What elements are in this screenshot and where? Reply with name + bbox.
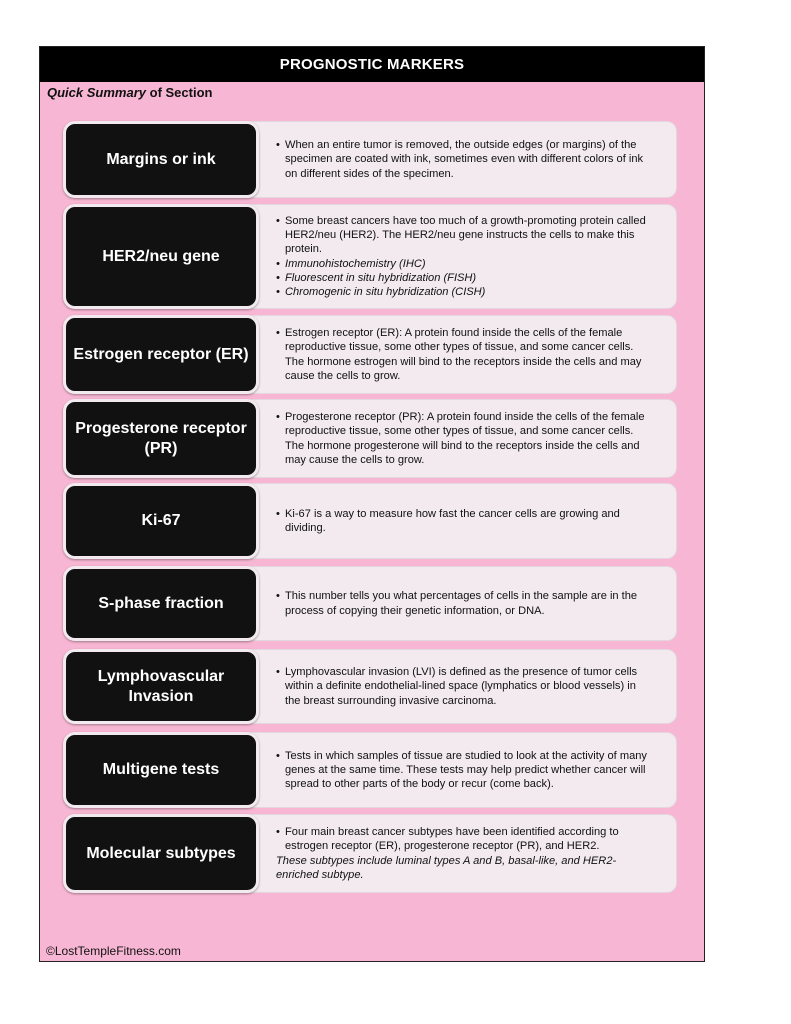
description-bullet: • When an entire tumor is removed, the outside edges (or margins) of the specimen are coated with ink, sometimes even with different colors of ink on different sides of the specimen.: [276, 138, 652, 181]
marker-label: Multigene tests: [63, 732, 259, 808]
marker-description: [233, 121, 677, 198]
marker-description: [233, 814, 677, 893]
marker-label: Margins or ink: [63, 121, 259, 198]
description-bullet: • This number tells you what percentages of cells in the sample are in the process of copying their genetic information, or DNA.: [276, 589, 652, 618]
marker-label: Molecular subtypes: [63, 814, 259, 893]
description-bullet: • Progesterone receptor (PR): A protein found inside the cells of the female reproductive tissue, some other types of tissue, and some cancer cells. The hormone progesterone will bind to the receptors inside the cells and may cause the cells to grow.: [276, 410, 652, 467]
marker-description: [233, 483, 677, 559]
marker-label: HER2/neu gene: [63, 204, 259, 309]
description-bullet: • Some breast cancers have too much of a growth-promoting protein called HER2/neu (HER2). The HER2/neu gene instructs the cells to make this protein.: [276, 214, 652, 257]
subtitle-rest: of Section: [149, 85, 213, 100]
marker-description: [233, 204, 677, 309]
marker-label: Ki-67: [63, 483, 259, 559]
marker-description: [233, 649, 677, 724]
marker-description: [233, 315, 677, 394]
summary-sheet: [39, 46, 705, 962]
marker-label: Progesterone receptor (PR): [63, 399, 259, 478]
page-title: PROGNOSTIC MARKERS: [40, 47, 704, 82]
marker-description: [233, 732, 677, 808]
copyright-footer: ©LostTempleFitness.com: [46, 944, 181, 958]
description-bullet: • Estrogen receptor (ER): A protein found inside the cells of the female reproductive tissue, some other types of tissue, and some cancer cells. The hormone estrogen will bind to the receptors inside the cells and may cause the cells to grow.: [276, 326, 652, 383]
description-bullet: • Ki-67 is a way to measure how fast the cancer cells are growing and dividing.: [276, 507, 652, 536]
marker-row: [63, 566, 677, 641]
marker-row: [63, 814, 677, 893]
marker-label: Lymphovascular Invasion: [63, 649, 259, 724]
marker-row: [63, 204, 677, 309]
description-bullet: • Lymphovascular invasion (LVI) is defined as the presence of tumor cells within a definite endothelial-lined space (lymphatics or blood vessels) in the breast surrounding invasive carcinoma.: [276, 665, 652, 708]
description-line: These subtypes include luminal types A and B, basal-like, and HER2-enriched subtype.: [276, 854, 617, 881]
marker-row: [63, 483, 677, 559]
section-subtitle: [47, 85, 212, 100]
marker-row: [63, 399, 677, 478]
description-bullet: • Chromogenic in situ hybridization (CISH): [276, 285, 652, 299]
marker-row: [63, 649, 677, 724]
description-bullet: • Four main breast cancer subtypes have been identified according to estrogen receptor (ER), progesterone receptor (PR), and HER2.: [276, 825, 652, 854]
marker-row: [63, 315, 677, 394]
marker-label: S-phase fraction: [63, 566, 259, 641]
marker-description: [233, 399, 677, 478]
marker-label: Estrogen receptor (ER): [63, 315, 259, 394]
marker-row: [63, 121, 677, 198]
subtitle-emphasis: Quick Summary: [47, 85, 146, 100]
description-bullet: • Tests in which samples of tissue are studied to look at the activity of many genes at the same time. These tests may help predict whether cancer will spread to other parts of the body or recur (come back).: [276, 749, 652, 792]
marker-row: [63, 732, 677, 808]
description-bullet: • Fluorescent in situ hybridization (FISH): [276, 271, 652, 285]
description-bullet: • Immunohistochemistry (IHC): [276, 257, 652, 271]
marker-description: [233, 566, 677, 641]
